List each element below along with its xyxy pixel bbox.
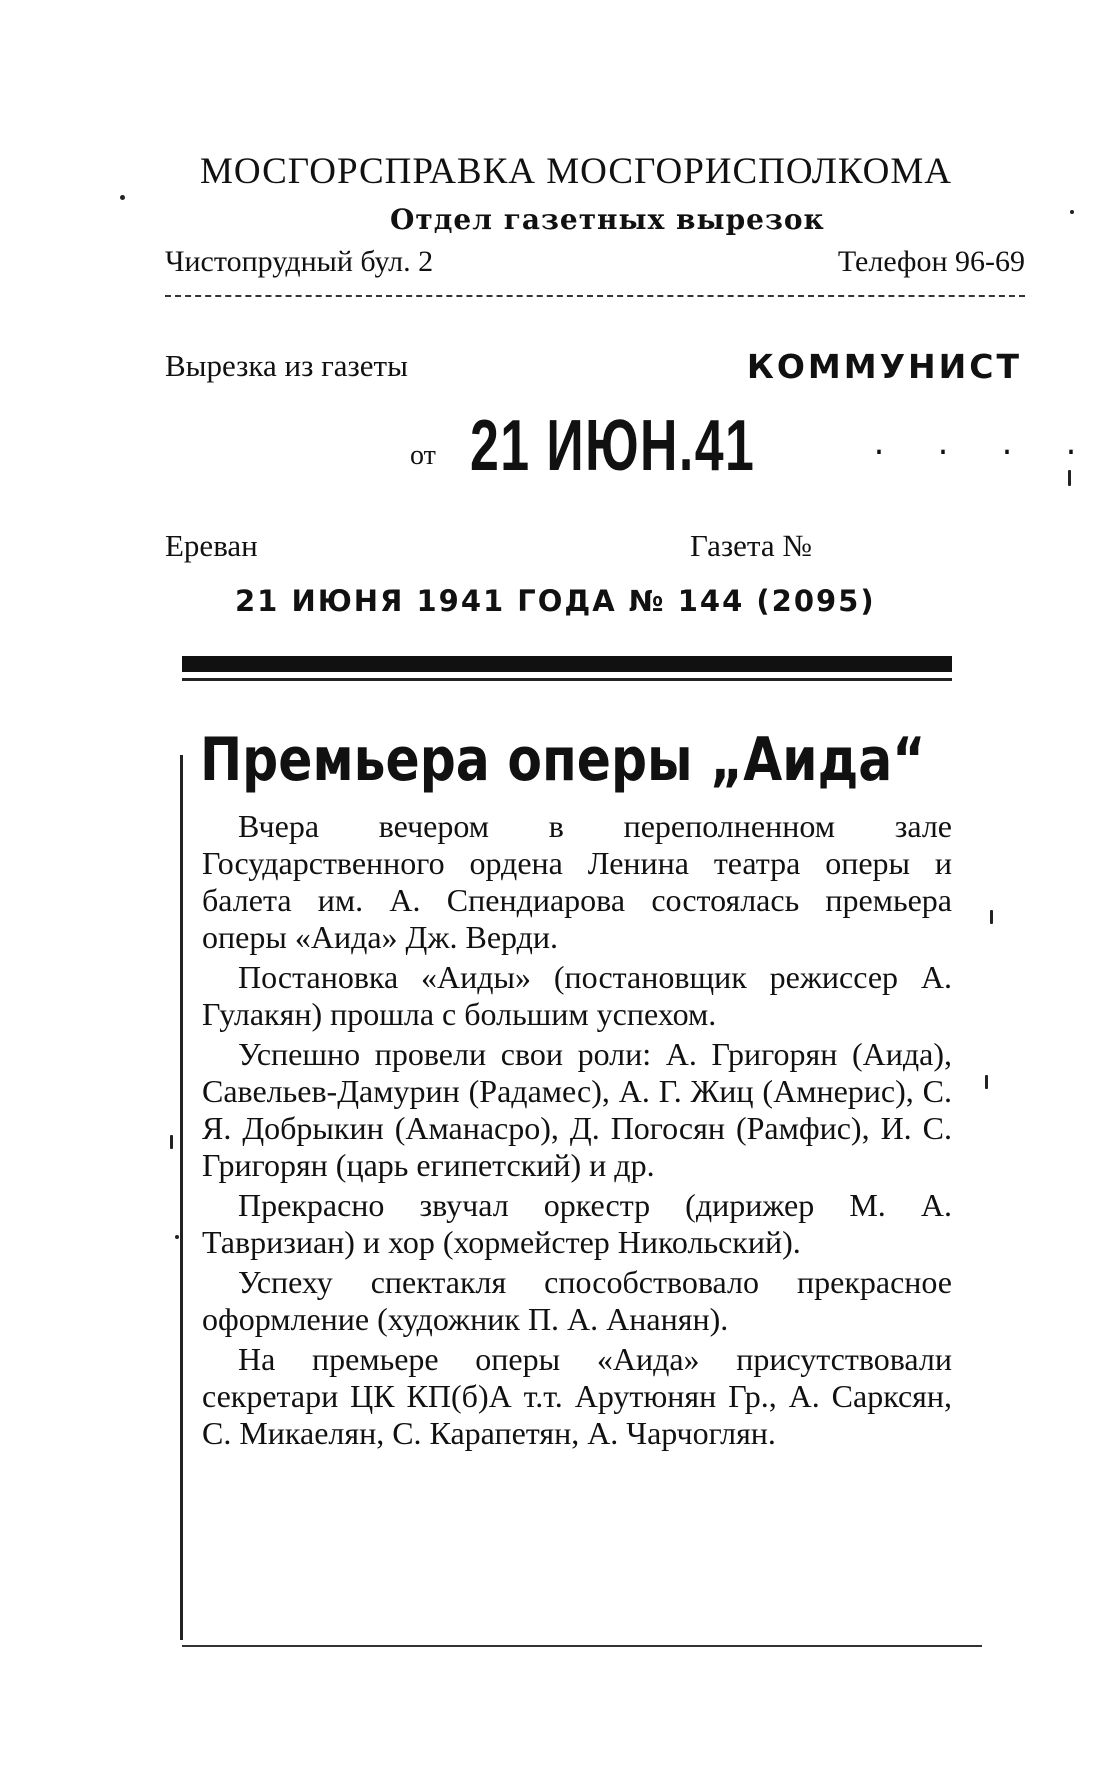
masthead-rule-thin	[182, 678, 952, 681]
gazeta-number-label: Газета №	[690, 528, 812, 563]
article-body	[202, 808, 952, 1455]
scan-speck	[990, 910, 993, 924]
article-paragraph: Прекрасно звучал оркестр (дирижер М. А. Тавризиан) и хор (хормейстер Никольский).	[202, 1187, 952, 1260]
masthead-rule-thick	[182, 656, 952, 672]
article-paragraph: Успеху спектакля способствовало прекрасное оформление (художник П. А. Ананян).	[202, 1264, 952, 1337]
date-stamp: 21 ИЮН.41	[470, 406, 756, 486]
scan-speck	[175, 1235, 179, 1239]
address: Чистопрудный бул. 2	[165, 245, 434, 278]
article-paragraph: Успешно провели свои роли: А. Григорян (Аида), Савельев-Дамурин (Радамес), А. Г. Жиц (Амнерис), С. Я. Добрыкин (Аманасро), Д. Погосян (Рамфис), И. С. Григорян (царь египетский) и др.	[202, 1036, 952, 1183]
phone: Телефон 96-69	[837, 245, 1025, 278]
header-divider	[165, 295, 1025, 297]
date-dots: . . . .	[870, 430, 1095, 464]
scan-speck	[985, 1075, 988, 1089]
department-name: Отдел газетных вырезок	[390, 203, 825, 236]
article-paragraph: Постановка «Аиды» (постановщик режиссер А. Гулакян) прошла с большим успехом.	[202, 959, 952, 1032]
scan-speck	[120, 195, 125, 200]
article-headline: Премьера оперы „Аида“	[200, 725, 926, 795]
clipping-label: Вырезка из газеты	[165, 348, 408, 383]
article-paragraph: Вчера вечером в переполненном зале Государственного ордена Ленина театра оперы и балета им. А. Спендиарова состоялась премьера оперы «Аида» Дж. Верди.	[202, 808, 952, 955]
scan-speck	[1070, 210, 1074, 214]
newspaper-name: КОММУНИСТ	[746, 347, 1022, 386]
article-paragraph: На премьере оперы «Аида» присутствовали секретари ЦК КП(б)А т.т. Арутюнян Гр., А. Сарксян, С. Микаелян, С. Карапетян, А. Чарчоглян.	[202, 1341, 952, 1451]
clipping-bottom-edge	[182, 1645, 982, 1647]
org-name: МОСГОРСПРАВКА МОСГОРИСПОЛКОМА	[200, 151, 952, 192]
date-prefix: от	[410, 440, 436, 471]
scan-speck	[1068, 470, 1071, 486]
scan-speck	[170, 1135, 173, 1149]
clipping-left-edge	[180, 755, 183, 1640]
issue-line: 21 ИЮНЯ 1941 ГОДА № 144 (2095)	[235, 584, 876, 618]
city: Ереван	[165, 528, 258, 563]
